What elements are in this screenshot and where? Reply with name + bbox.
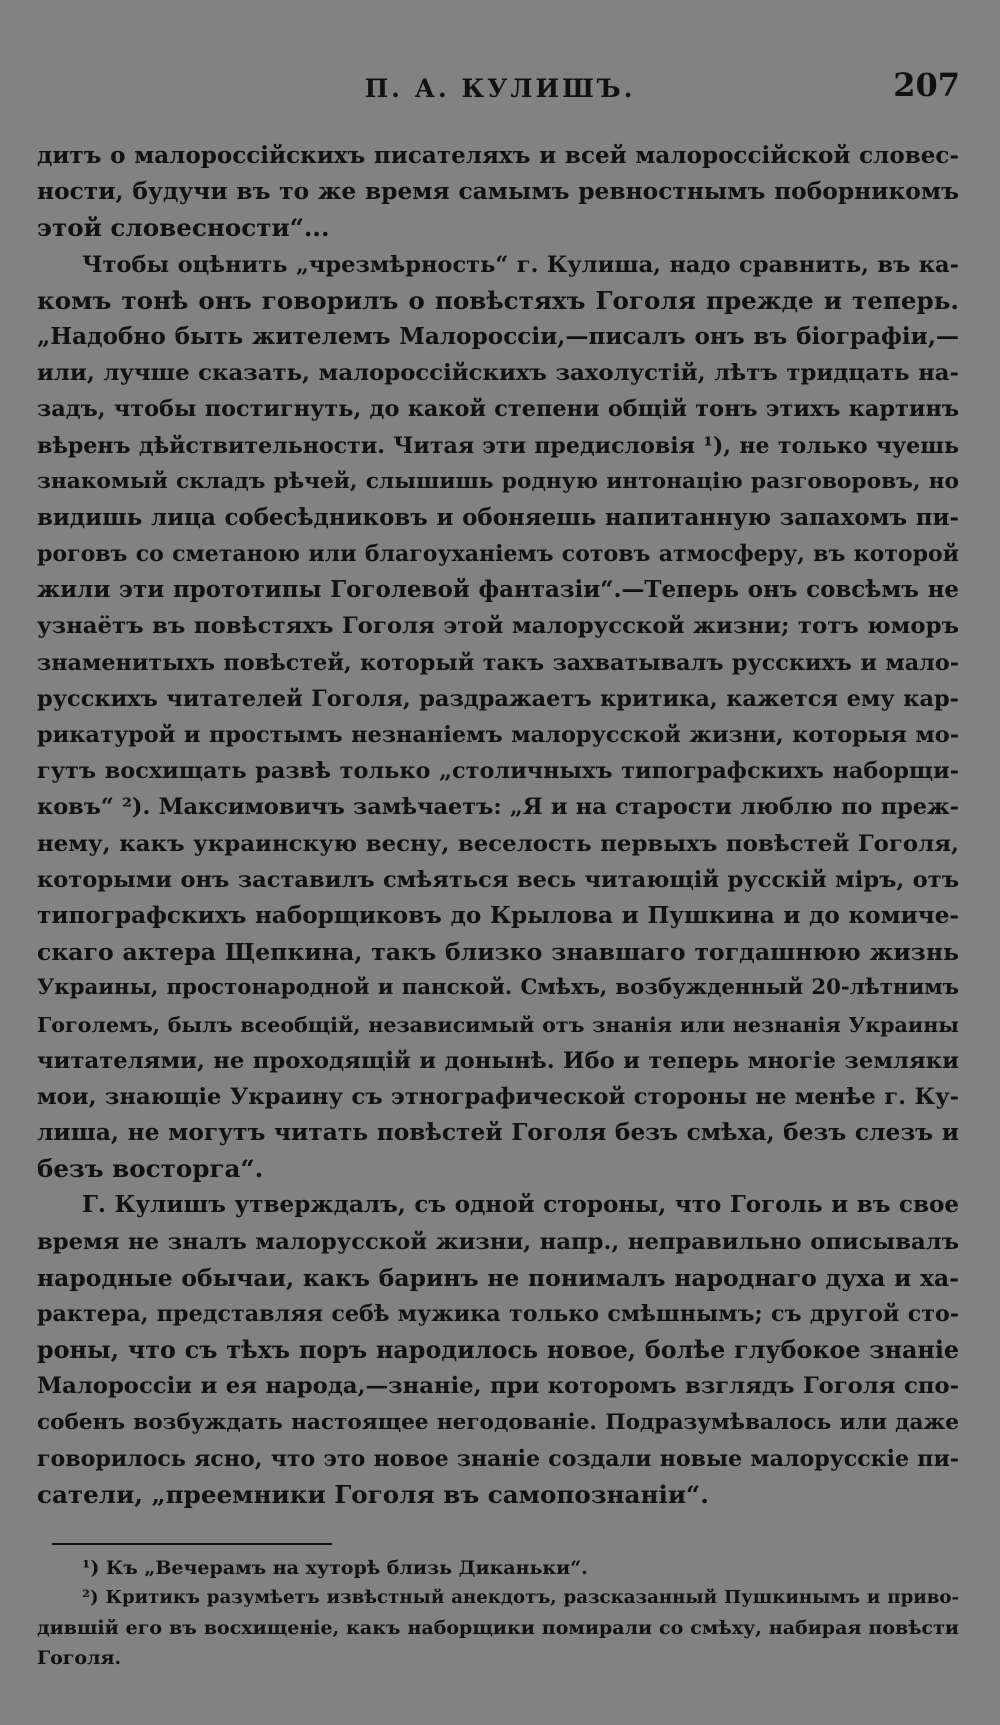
text-line: Малороссіи и ея народа,—знаніе, при которомъ взглядъ Гоголя спо- [37, 1373, 959, 1400]
body-text [37, 138, 959, 1513]
footnote-line: дившій его въ восхищеніе, какъ наборщики помирали со смѣху, набирая повѣсти [37, 1617, 959, 1639]
running-title: П. А. КУЛИШЪ. [364, 74, 636, 103]
text-line: узнаётъ въ повѣстяхъ Гоголя этой малорусской жизни; тотъ юморъ [37, 613, 959, 640]
text-line: скаго актера Щепкина, такъ близко знавшаго тогдашнюю жизнь [37, 938, 959, 967]
text-line: время не зналъ малорусской жизни, напр., неправильно описывалъ [37, 1228, 959, 1255]
text-line: „Надобно быть жителемъ Малороссіи,—писалъ онъ въ біографіи,— [37, 322, 959, 350]
footnotes [37, 1553, 959, 1673]
text-line: сатели, „преемники Гоголя въ самопознаніи“. [37, 1479, 709, 1509]
text-line: собенъ возбуждать настоящее негодованіе. Подразумѣвалось или даже [37, 1409, 959, 1435]
text-line: жили эти прототипы Гоголевой фантазіи“.—Теперь онъ совсѣмъ не [37, 576, 959, 604]
text-line: дитъ о малороссійскихъ писателяхъ и всей малороссійской словес- [37, 142, 959, 169]
text-line: читателями, не проходящій и донынѣ. Ибо и теперь многіе земляки [37, 1047, 959, 1074]
text-line: задъ, чтобы постигнуть, до какой степени общій тонъ этихъ картинъ [37, 396, 959, 423]
text-line: или, лучше сказать, малороссійскихъ захолустій, лѣтъ тридцать на- [37, 360, 959, 387]
text-line: ковъ“ ²). Максимовичъ замѣчаетъ: „Я и на старости люблю по преж- [37, 794, 959, 821]
text-line: народные обычаи, какъ баринъ не понималъ народнаго духа и ха- [37, 1263, 959, 1292]
text-line: знакомый складъ рѣчей, слышишь родную интонацію разговоровъ, но [37, 468, 959, 494]
text-line: роговъ со сметаною или благоуханіемъ сотовъ атмосферу, въ которой [37, 541, 959, 568]
text-line: рактера, представляя себѣ мужика только смѣшнымъ; съ другой сто- [37, 1301, 959, 1327]
text-line: русскихъ читателей Гоголя, раздражаетъ критика, кажется ему кар- [37, 685, 959, 712]
text-line: Г. Кулишъ утверждалъ, съ одной стороны, что Гоголь и въ свое [82, 1191, 959, 1219]
text-line: Чтобы оцѣнить „чрезмѣрность“ г. Кулиша, надо сравнить, въ ка- [82, 251, 959, 278]
text-line: комъ тонѣ онъ говорилъ о повѣстяхъ Гоголя прежде и теперь. [37, 285, 959, 315]
text-line: нему, какъ украинскую весну, веселость первыхъ повѣстей Гоголя, [37, 830, 959, 857]
footnote-line: Гоголя. [37, 1647, 122, 1669]
footnote-divider [52, 1543, 332, 1545]
text-line: Гоголемъ, былъ всеобщій, независимый отъ знанія или незнанія Украины [37, 1012, 959, 1037]
text-line: типографскихъ наборщиковъ до Крылова и Пушкина и до комиче- [37, 901, 959, 929]
text-line: видишь лица собесѣдниковъ и обоняешь напитанную запахомъ пи- [37, 503, 959, 531]
text-line: вѣренъ дѣйствительности. Читая эти предисловія ¹), не только чуешь [37, 432, 959, 459]
text-line: безъ восторга“. [37, 1154, 264, 1184]
text-line: которыми онъ заставилъ смѣяться весь читающій русскій міръ, отъ [37, 866, 959, 893]
text-line: лиша, не могутъ читать повѣстей Гоголя безъ смѣха, безъ слезъ и [37, 1119, 959, 1147]
text-line: гутъ восхищать развѣ только „столичныхъ типографскихъ наборщи- [37, 758, 959, 785]
page-number: 207 [893, 66, 960, 104]
text-line: мои, знающіе Украину съ этнографической стороны не менѣе г. Ку- [37, 1083, 959, 1110]
footnote-line: ¹) Къ „Вечерамъ на хуторѣ близь Диканьки“. [82, 1557, 588, 1579]
text-line: этой словесности“... [37, 213, 330, 243]
text-line: роны, что съ тѣхъ поръ народилось новое, болѣе глубокое знаніе [37, 1336, 959, 1365]
footnote-line: ²) Критикъ разумѣетъ извѣстный анекдотъ, разсказанный Пушкинымъ и приво- [82, 1587, 959, 1608]
text-line: Украины, простонародной и панской. Смѣхъ, возбужденный 20-лѣтнимъ [37, 975, 959, 1001]
text-line: ности, будучи въ то же время самымъ ревностнымъ поборникомъ [37, 178, 959, 206]
text-line: знаменитыхъ повѣстей, который такъ захватывалъ русскихъ и мало- [37, 649, 959, 676]
text-line: рикатурой и простымъ незнаніемъ малорусской жизни, которыя мо- [37, 722, 959, 748]
text-line: говорилось ясно, что это новое знаніе создали новые малорусскіе пи- [37, 1445, 959, 1472]
running-head [0, 66, 1000, 110]
